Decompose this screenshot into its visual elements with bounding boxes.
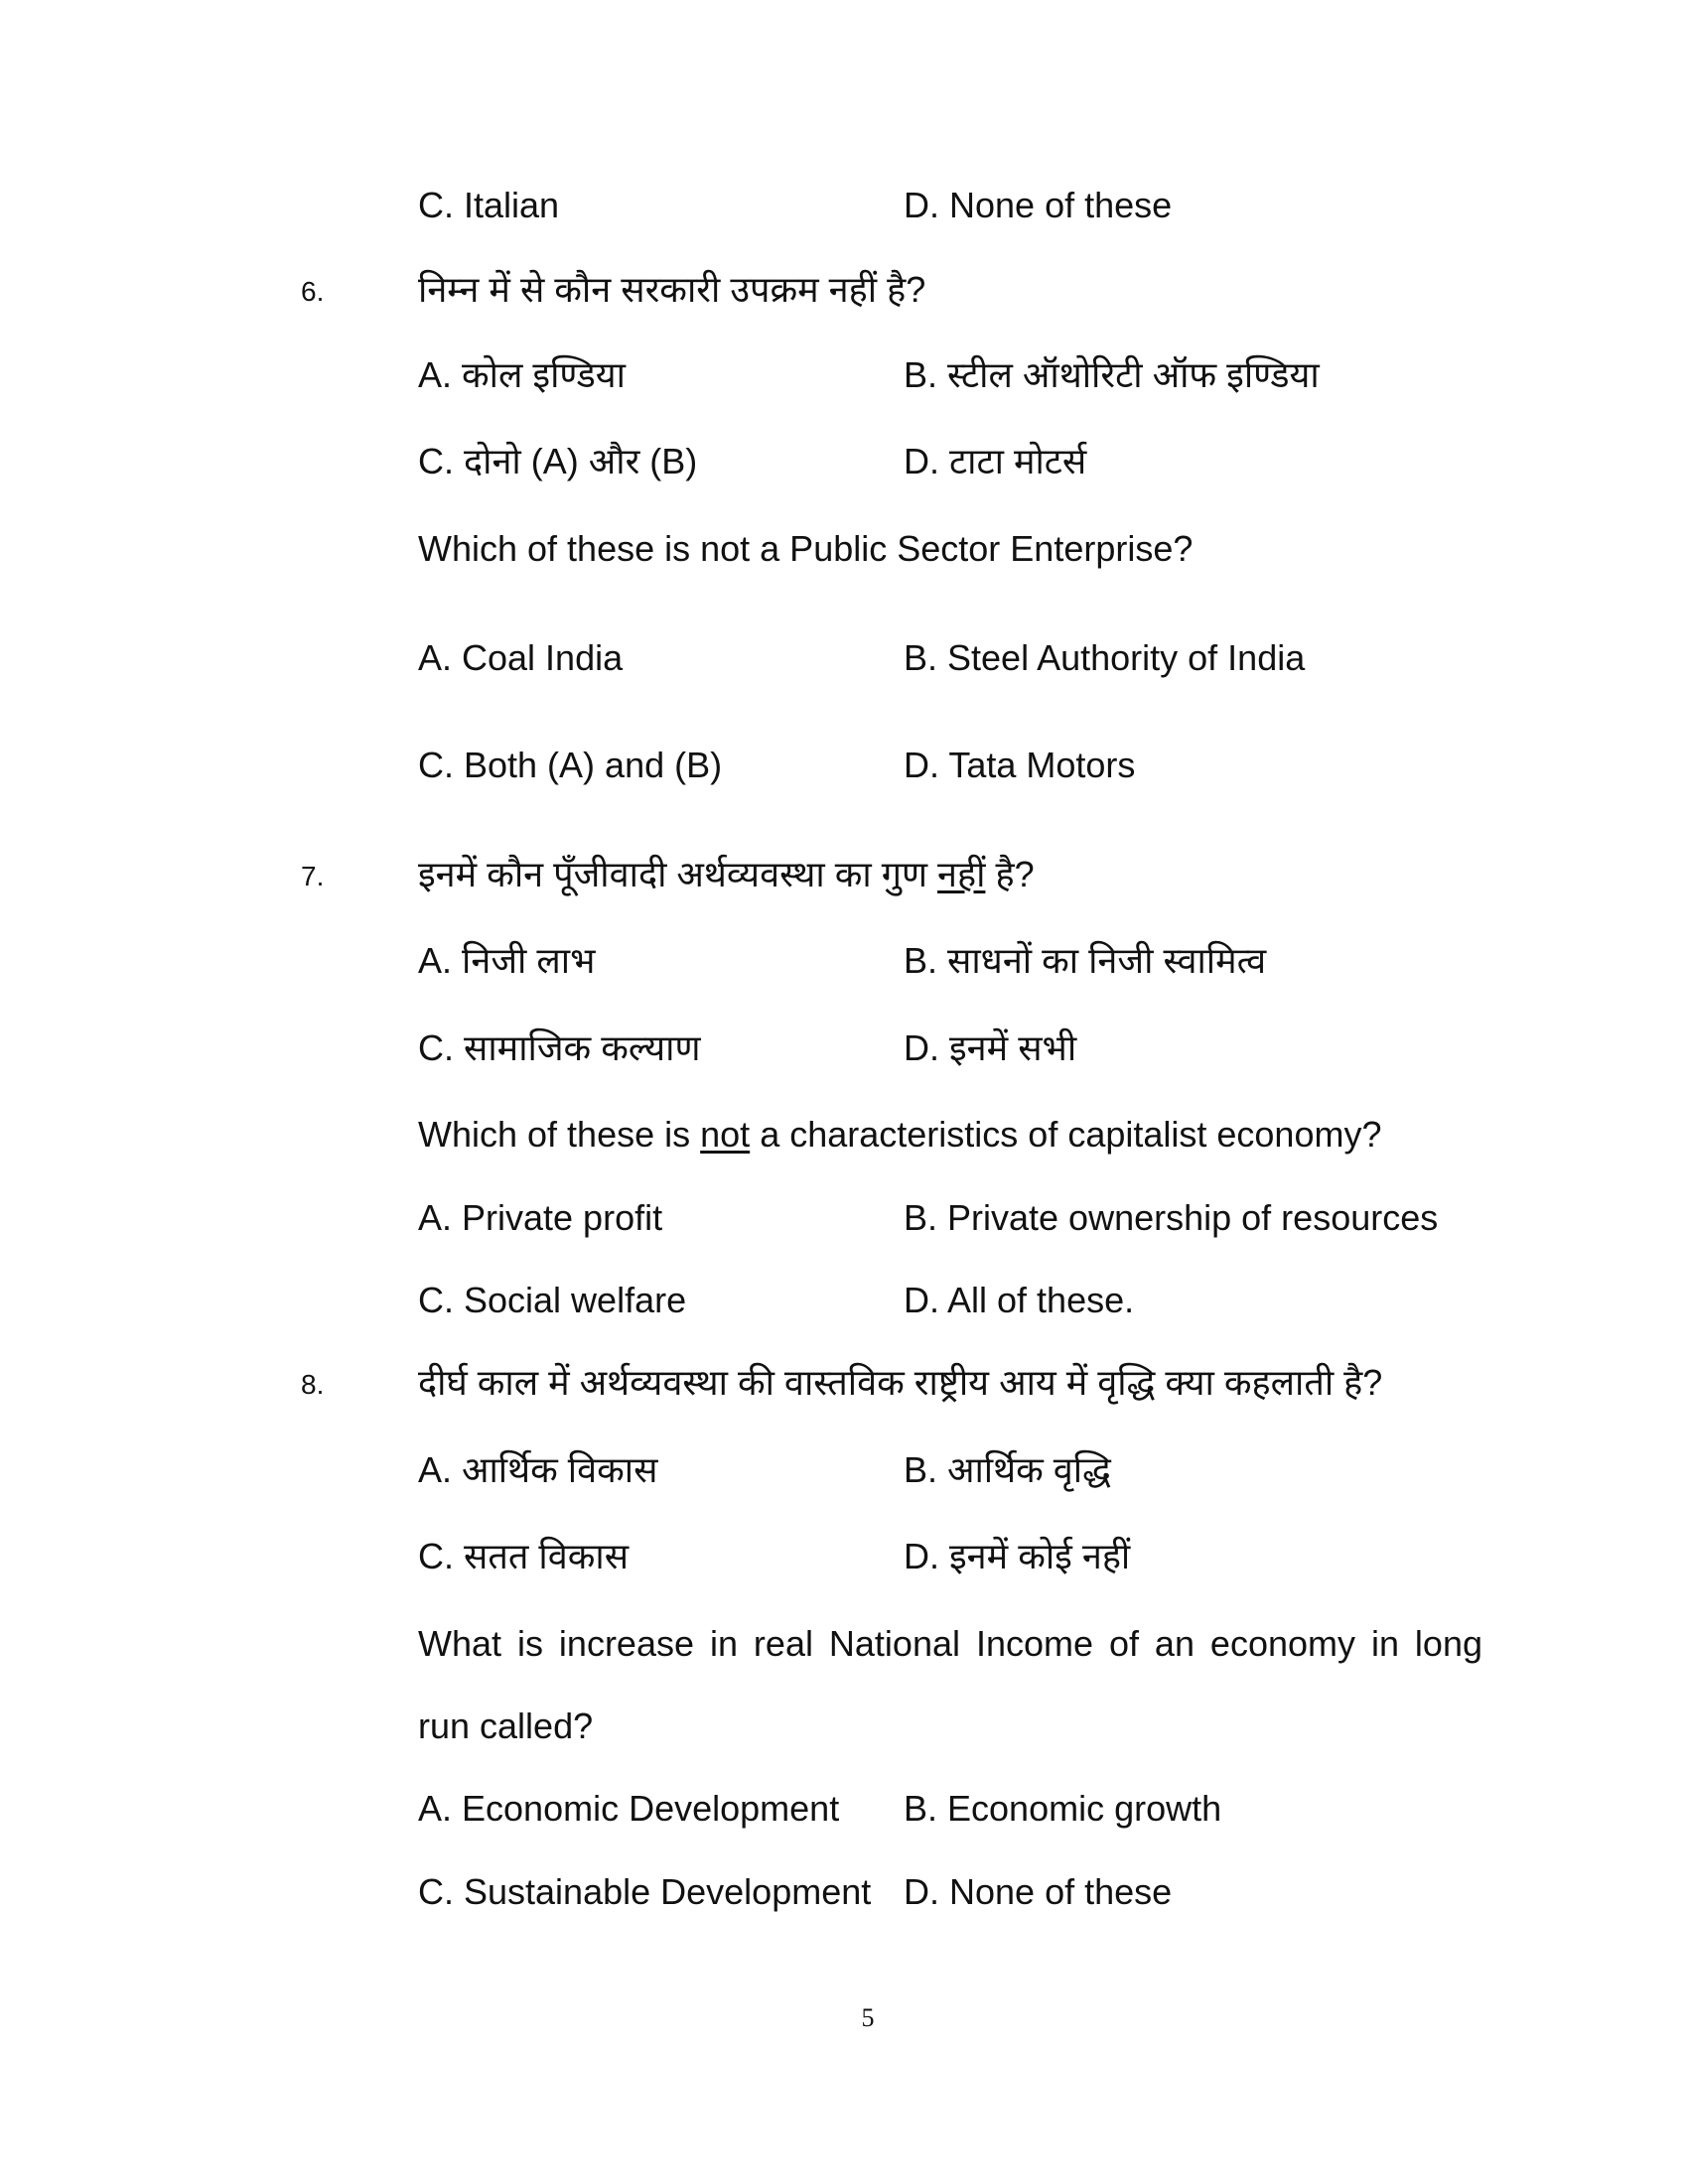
question-english-line2: run called?	[418, 1706, 594, 1746]
option-c-english: C. Sustainable Development	[418, 1871, 872, 1912]
question-number: 7.	[301, 861, 325, 891]
option-b-hindi: B. आर्थिक वृद्धि	[904, 1449, 1111, 1490]
option-b-hindi: B. स्टील ऑथोरिटी ऑफ इण्डिया	[904, 354, 1320, 395]
question-hindi: दीर्घ काल में अर्थव्यवस्था की वास्तविक राष्ट्रीय आय में वृद्धि क्या कहलाती है?	[418, 1362, 1383, 1403]
question-hindi	[418, 853, 1035, 896]
option-d-hindi: D. इनमें सभी	[904, 1027, 1077, 1068]
question-english-line1: What is increase in real National Income of an economy in long	[418, 1623, 1482, 1664]
option-c-hindi: C. सतत विकास	[418, 1536, 630, 1576]
question-english: Which of these is not a Public Sector Enterprise?	[418, 528, 1194, 569]
option-b-hindi: B. साधनों का निजी स्वामित्व	[904, 940, 1267, 981]
question-text: a characteristics of capitalist economy?	[760, 1114, 1382, 1155]
option-c-hindi: C. दोनो (A) और (B)	[418, 441, 698, 481]
option-b-english: B. Steel Authority of India	[904, 637, 1306, 678]
question-text: Which of these is	[418, 1114, 691, 1155]
question-text: है?	[995, 854, 1035, 894]
question-english	[418, 1113, 1381, 1157]
option-b-english: B. Economic growth	[904, 1788, 1222, 1829]
underlined-word: नहीं	[937, 854, 986, 894]
option-a-hindi: A. निजी लाभ	[418, 940, 596, 981]
prev-option-d: D. None of these	[904, 185, 1173, 225]
option-c-english: C. Social welfare	[418, 1280, 687, 1320]
question-number: 6.	[301, 276, 325, 307]
option-d-hindi: D. टाटा मोटर्स	[904, 441, 1087, 481]
option-a-english: A. Private profit	[418, 1197, 663, 1238]
option-a-hindi: A. आर्थिक विकास	[418, 1449, 658, 1490]
option-a-english: A. Economic Development	[418, 1788, 840, 1829]
option-d-english: D. All of these.	[904, 1280, 1135, 1320]
question-hindi: निम्न में से कौन सरकारी उपक्रम नहीं है?	[418, 269, 926, 310]
option-c-hindi: C. सामाजिक कल्याण	[418, 1027, 701, 1068]
question-number: 8.	[301, 1369, 325, 1400]
page-number: 5	[861, 2003, 875, 2032]
prev-option-c: C. Italian	[418, 185, 560, 225]
option-d-hindi: D. इनमें कोई नहीं	[904, 1536, 1131, 1576]
option-a-hindi: A. कोल इण्डिया	[418, 354, 626, 395]
option-a-english: A. Coal India	[418, 637, 624, 678]
option-c-english: C. Both (A) and (B)	[418, 745, 723, 785]
option-d-english: D. Tata Motors	[904, 745, 1136, 785]
question-text: इनमें कौन पूँजीवादी अर्थव्यवस्था का गुण	[418, 854, 928, 894]
option-d-english: D. None of these	[904, 1871, 1173, 1912]
underlined-word: not	[700, 1114, 751, 1155]
option-b-english: B. Private ownership of resources	[904, 1197, 1439, 1238]
